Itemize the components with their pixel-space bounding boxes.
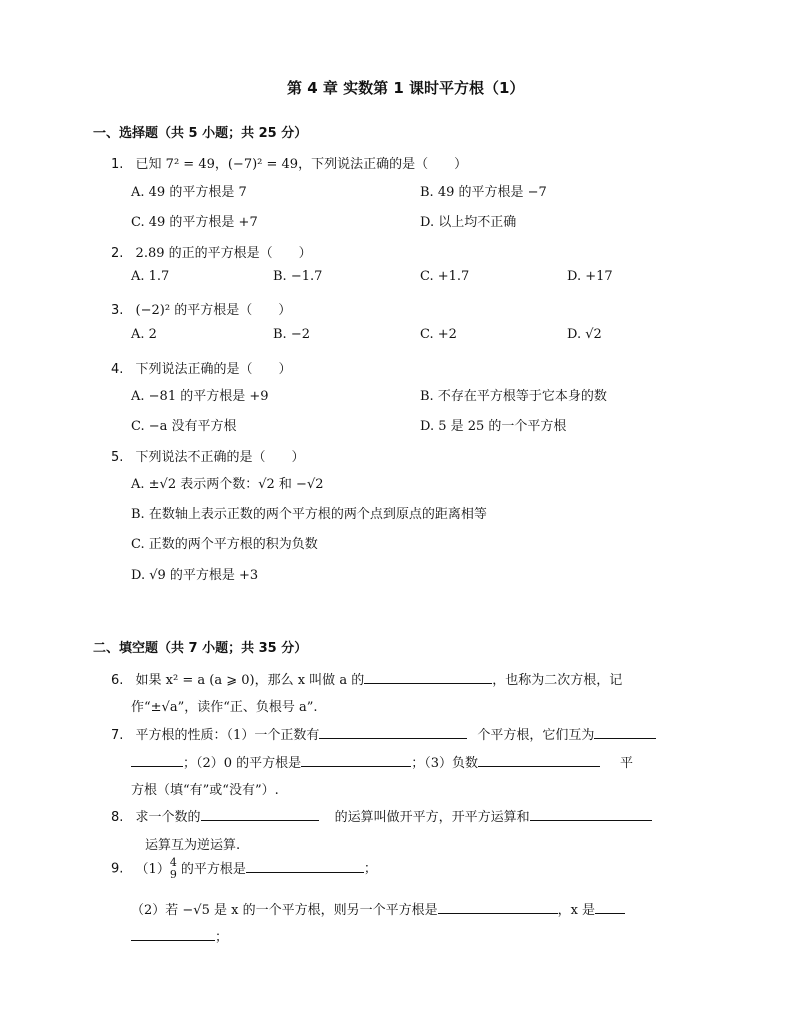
answer-blank[interactable] bbox=[438, 900, 558, 914]
question-number: 3. bbox=[111, 303, 124, 318]
option-b: B. 不存在平方根等于它本身的数 bbox=[420, 389, 607, 404]
option-a: A. −81 的平方根是 +9 bbox=[131, 389, 269, 404]
question-number: 1. bbox=[111, 157, 124, 172]
section-heading-fill: 二、填空题（共 7 小题；共 35 分） bbox=[93, 641, 308, 656]
question-number: 9. bbox=[111, 861, 124, 877]
option-c: C. −a 没有平方根 bbox=[131, 419, 237, 434]
question-7-line2 bbox=[131, 752, 633, 771]
option-d: D. √9 的平方根是 +3 bbox=[131, 568, 259, 583]
question-stem: 2.89 的正的平方根是（ ） bbox=[135, 246, 312, 261]
option-b: B. 49 的平方根是 −7 bbox=[420, 185, 547, 200]
question-number: 5. bbox=[111, 450, 124, 465]
question-text: 的平方根是 bbox=[180, 861, 246, 877]
answer-blank[interactable] bbox=[478, 753, 600, 767]
question-7 bbox=[111, 724, 656, 743]
question-3 bbox=[111, 299, 291, 318]
option-b: B. −2 bbox=[273, 327, 310, 342]
option-a: A. 49 的平方根是 7 bbox=[131, 185, 247, 200]
question-number: 6. bbox=[111, 673, 124, 688]
answer-blank[interactable] bbox=[530, 807, 652, 821]
section-heading-choice: 一、选择题（共 5 小题；共 25 分） bbox=[93, 126, 308, 141]
question-8-line2: 运算互为逆运算. bbox=[145, 838, 241, 853]
fraction bbox=[170, 857, 177, 881]
question-4 bbox=[111, 358, 292, 377]
fraction-numerator: 4 bbox=[169, 856, 177, 869]
question-6-line2: 作“±√a”，读作“正、负根号 a”. bbox=[131, 700, 318, 715]
option-c: C. +2 bbox=[420, 327, 457, 342]
answer-blank[interactable] bbox=[319, 725, 467, 739]
option-b: B. −1.7 bbox=[273, 269, 323, 284]
answer-blank[interactable] bbox=[364, 670, 492, 684]
question-text: 的运算叫做开平方，开平方运算和 bbox=[334, 810, 530, 825]
question-number: 8. bbox=[111, 810, 124, 825]
question-8 bbox=[111, 806, 652, 825]
question-text: 平 bbox=[619, 756, 633, 771]
question-text: ；（2）0 的平方根是 bbox=[183, 756, 302, 771]
question-number: 4. bbox=[111, 362, 124, 377]
option-d: D. +17 bbox=[567, 269, 613, 284]
answer-blank[interactable] bbox=[201, 807, 319, 821]
question-stem: (−2)² 的平方根是（ ） bbox=[135, 303, 292, 318]
answer-blank[interactable] bbox=[301, 753, 411, 767]
option-d: D. 以上均不正确 bbox=[420, 215, 517, 230]
question-text: ； bbox=[363, 861, 377, 877]
answer-blank[interactable] bbox=[595, 900, 625, 914]
option-c: C. 正数的两个平方根的积为负数 bbox=[131, 537, 318, 552]
question-7-line3: 方根（填“有”或“没有”）. bbox=[131, 783, 279, 798]
option-a: A. ±√2 表示两个数：√2 和 −√2 bbox=[131, 477, 324, 492]
question-6 bbox=[111, 669, 622, 688]
question-text: （1） bbox=[135, 861, 170, 877]
question-text: 如果 x² = a (a ⩾ 0)，那么 x 叫做 a 的 bbox=[135, 673, 365, 688]
question-text: ，也称为二次方根，记 bbox=[492, 673, 623, 688]
option-d: D. 5 是 25 的一个平方根 bbox=[420, 419, 567, 434]
question-9-line2 bbox=[131, 899, 625, 918]
answer-blank[interactable] bbox=[131, 927, 215, 941]
option-c: C. +1.7 bbox=[420, 269, 470, 284]
question-number: 7. bbox=[111, 728, 124, 743]
question-1 bbox=[111, 153, 467, 172]
option-a: A. 2 bbox=[131, 327, 157, 342]
question-text: 个平方根，它们互为 bbox=[477, 728, 595, 743]
question-text: ； bbox=[215, 930, 229, 945]
question-text: ；（3）负数 bbox=[411, 756, 478, 771]
option-a: A. 1.7 bbox=[131, 269, 170, 284]
answer-blank[interactable] bbox=[131, 753, 183, 767]
question-text: 平方根的性质：（1）一个正数有 bbox=[135, 728, 320, 743]
option-d: D. √2 bbox=[567, 327, 602, 342]
question-text: （2）若 −√5 是 x 的一个平方根，则另一个平方根是 bbox=[131, 903, 438, 918]
question-text: ，x 是 bbox=[557, 903, 596, 918]
page-title: 第 4 章 实数第 1 课时平方根（1） bbox=[287, 79, 525, 97]
question-stem: 已知 7² = 49，(−7)² = 49，下列说法正确的是（ ） bbox=[135, 157, 468, 172]
question-stem: 下列说法不正确的是（ ） bbox=[135, 450, 305, 465]
question-9 bbox=[111, 857, 377, 881]
answer-blank[interactable] bbox=[594, 725, 656, 739]
question-number: 2. bbox=[111, 246, 124, 261]
answer-blank[interactable] bbox=[246, 859, 364, 873]
question-stem: 下列说法正确的是（ ） bbox=[135, 362, 292, 377]
fraction-denominator: 9 bbox=[169, 868, 177, 881]
question-2 bbox=[111, 242, 312, 261]
option-c: C. 49 的平方根是 +7 bbox=[131, 215, 258, 230]
question-9-line3 bbox=[131, 926, 228, 945]
question-text: 求一个数的 bbox=[135, 810, 201, 825]
question-5 bbox=[111, 446, 305, 465]
option-b: B. 在数轴上表示正数的两个平方根的两个点到原点的距离相等 bbox=[131, 507, 487, 522]
